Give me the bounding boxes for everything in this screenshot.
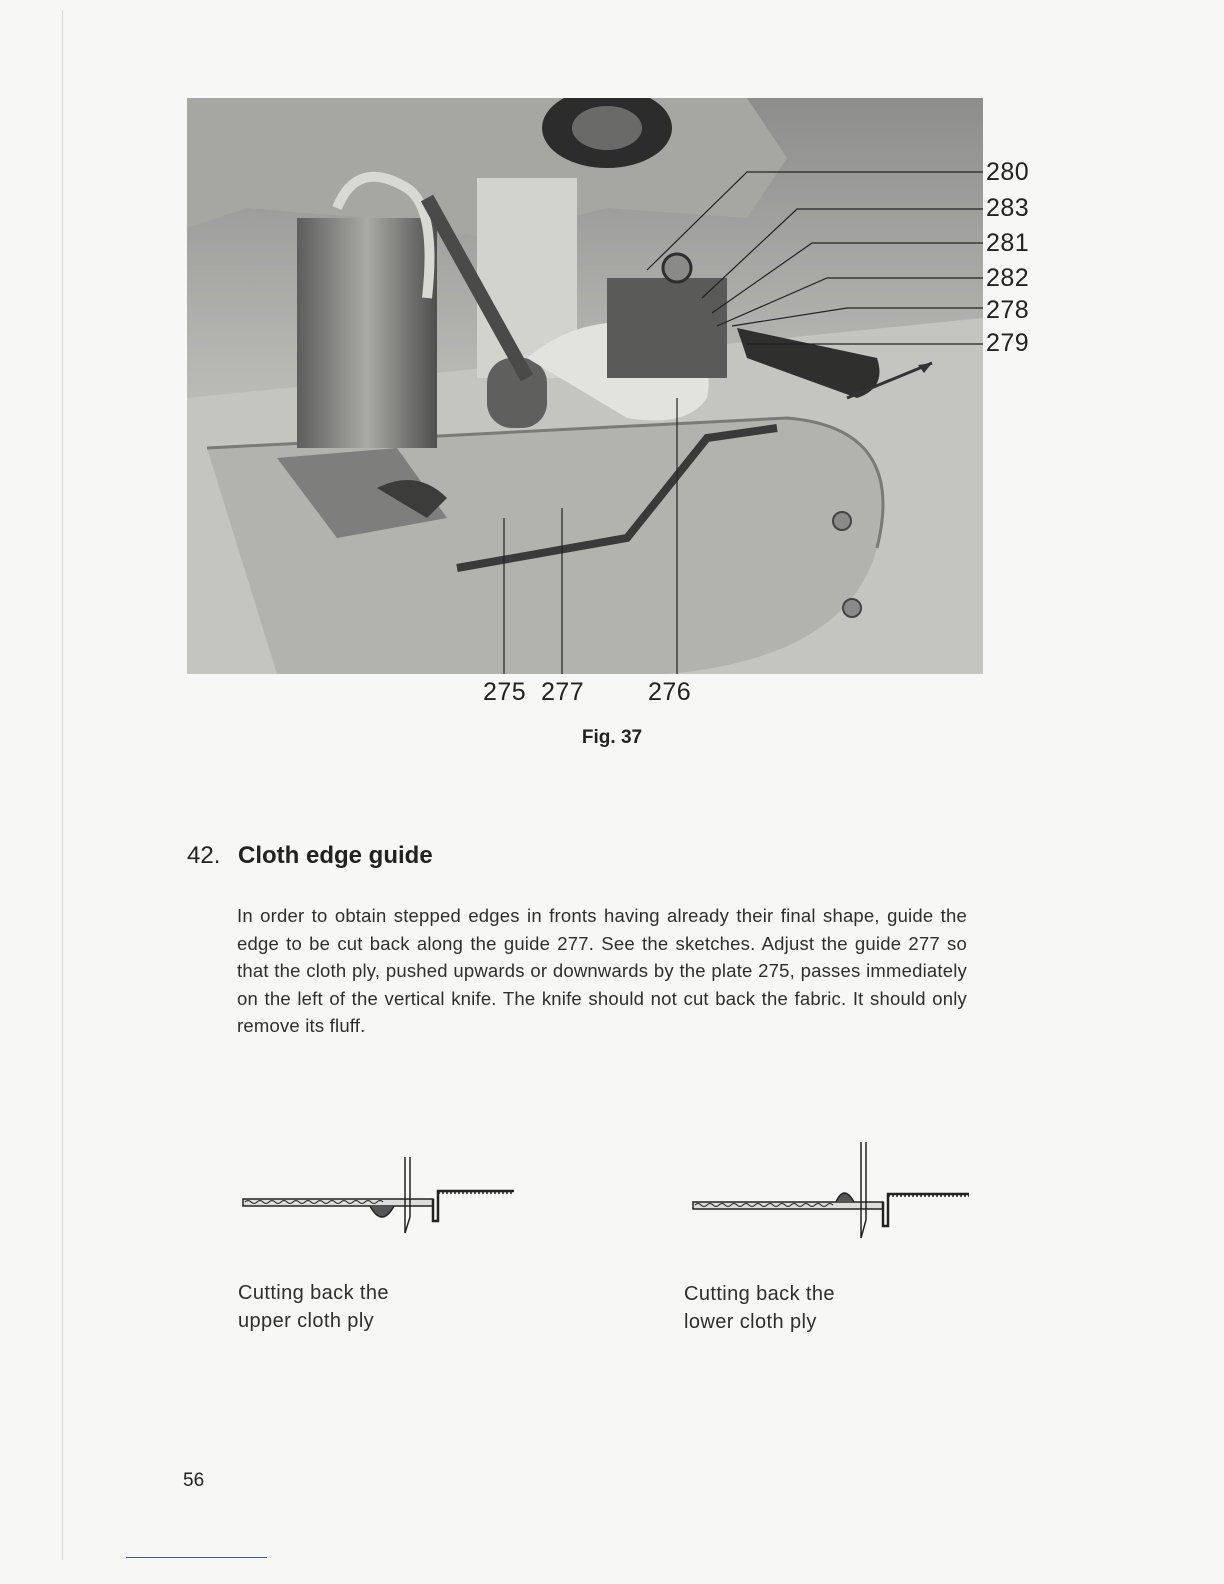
page-edge-line (62, 10, 63, 1560)
callout-278: 278 (986, 296, 1030, 324)
callout-275: 275 (483, 678, 527, 706)
machine-photo (187, 98, 983, 674)
sketch-caption-lower-line1: Cutting back the (684, 1283, 835, 1305)
callout-281: 281 (986, 229, 1030, 257)
section-body: In order to obtain stepped edges in fronts having already their final shape, guide the edge to be cut back along the guide 277. See the sketches. Adjust the guide 277 so that the cloth ply, pushed upwards or downwards by the plate 275, passes immediately on the left of the vertical knife. The knife should not cut back the fabric. It should only remove its fluff. (237, 905, 967, 1036)
callout-280: 280 (986, 158, 1030, 186)
section-title: Cloth edge guide (238, 842, 433, 869)
callout-279: 279 (986, 329, 1030, 357)
callout-277: 277 (541, 678, 585, 706)
bottom-link-underline[interactable] (126, 1557, 267, 1558)
sketch-caption-lower-line2: lower cloth ply (684, 1311, 817, 1333)
callout-282: 282 (986, 264, 1030, 292)
callout-276: 276 (648, 678, 692, 706)
page-number: 56 (183, 1470, 205, 1491)
section-heading (187, 842, 433, 870)
figure-caption: Fig. 37 (581, 727, 643, 748)
section-number: 42. (187, 842, 221, 869)
sketch-caption-upper-line1: Cutting back the (238, 1282, 389, 1304)
sketch-upper-ply (240, 1155, 520, 1235)
sketch-lower-ply (690, 1140, 975, 1240)
sketch-caption-upper-line2: upper cloth ply (238, 1310, 375, 1332)
sketch-caption-lower (684, 1280, 835, 1336)
sketch-caption-upper (238, 1279, 389, 1335)
callout-283: 283 (986, 194, 1030, 222)
